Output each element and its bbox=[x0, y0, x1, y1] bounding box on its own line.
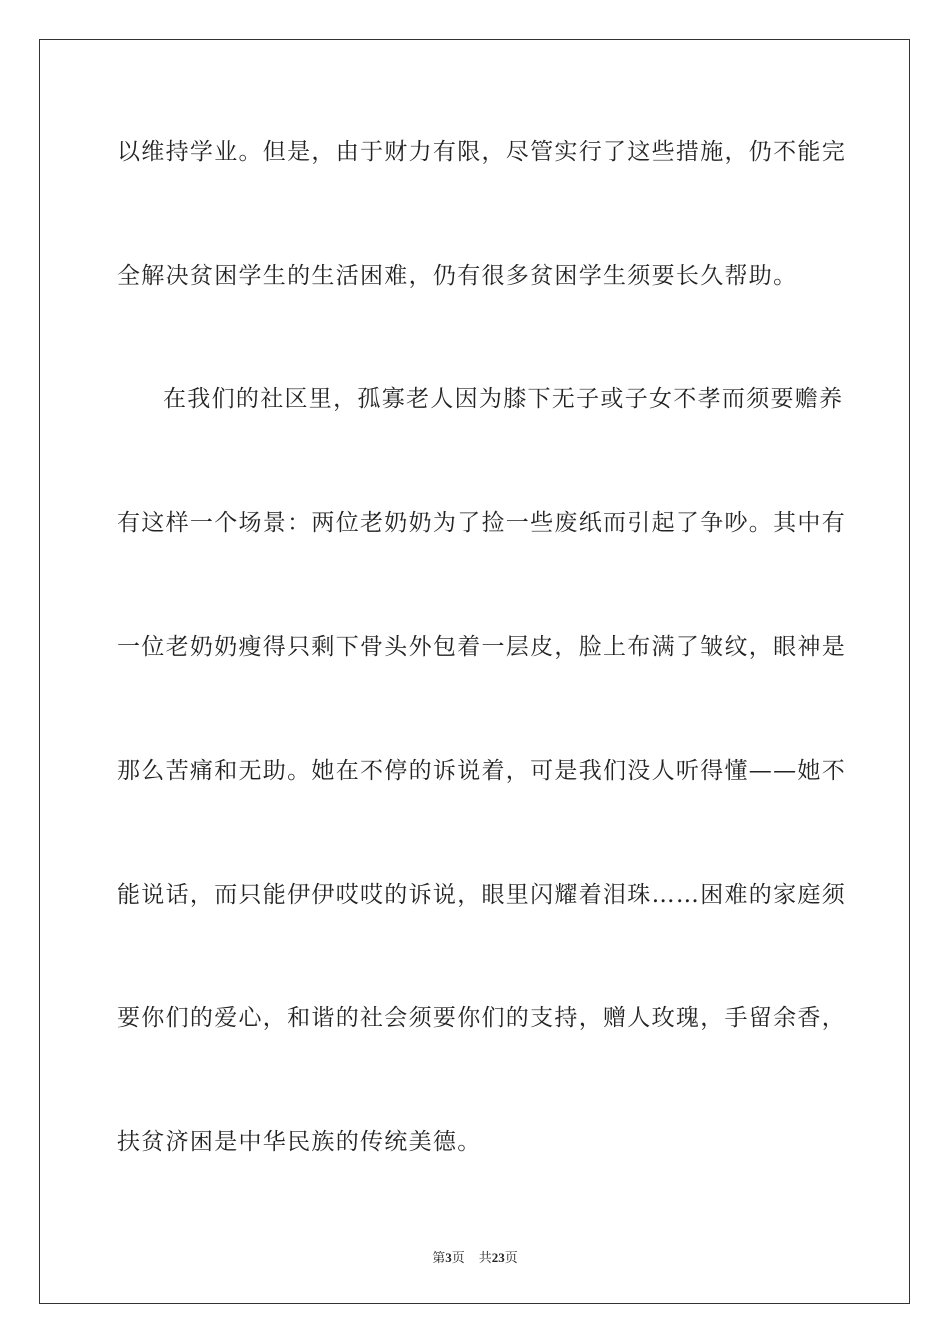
total-prefix: 共 bbox=[478, 1251, 492, 1266]
page-footer bbox=[0, 1249, 950, 1268]
text-line-8: 要你们的爱心，和谐的社会须要你们的支持，赠人玫瑰，手留余香， bbox=[117, 1005, 846, 1031]
text-line-4: 有这样一个场景：两位老奶奶为了捡一些废纸而引起了争吵。其中有 bbox=[117, 510, 846, 536]
text-line-2: 全解决贫困学生的生活困难，仍有很多贫困学生须要长久帮助。 bbox=[117, 263, 798, 289]
text-line-1: 以维持学业。但是，由于财力有限，尽管实行了这些措施，仍不能完 bbox=[117, 139, 846, 165]
total-suffix: 页 bbox=[504, 1251, 518, 1266]
text-line-7: 能说话，而只能伊伊哎哎的诉说，眼里闪耀着泪珠……困难的家庭须 bbox=[117, 882, 846, 908]
text-line-9: 扶贫济困是中华民族的传统美德。 bbox=[117, 1129, 482, 1155]
text-line-3: 在我们的社区里，孤寡老人因为膝下无子或子女不孝而须要赡养 bbox=[163, 386, 844, 412]
text-line-5: 一位老奶奶瘦得只剩下骨头外包着一层皮，脸上布满了皱纹，眼神是 bbox=[117, 634, 846, 660]
page-suffix: 页 bbox=[451, 1251, 465, 1266]
page-number: 3 bbox=[445, 1250, 452, 1265]
page-prefix: 第 bbox=[432, 1251, 446, 1266]
total-pages: 23 bbox=[491, 1250, 505, 1265]
page-border bbox=[39, 39, 910, 1304]
text-line-6: 那么苦痛和无助。她在不停的诉说着，可是我们没人听得懂——她不 bbox=[117, 758, 846, 784]
